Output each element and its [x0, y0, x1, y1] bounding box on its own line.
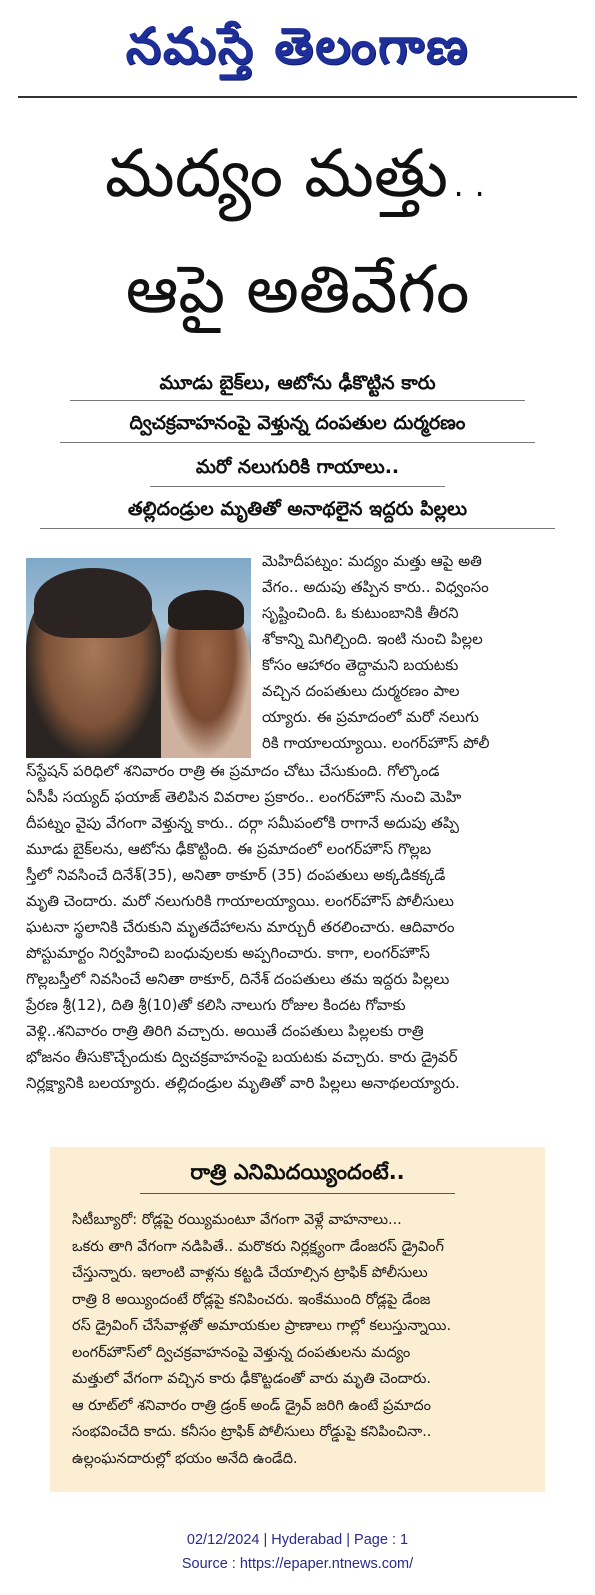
article-line: ప్రేరణ శ్రీ(12), దితి శ్రీ(10)తో కలిసి నాలుగు రోజుల కిందట గోవాకు [26, 996, 406, 1014]
headline-line-2: ఆపై అతివేగం [125, 251, 470, 328]
article-line: స్‌స్టేషన్ పరిధిలో శనివారం రాత్రి ఈ ప్రమాదం చోటు చేసుకుంది. గోల్కొండ [26, 762, 440, 780]
article-line: య్యారు. ఈ ప్రమాదంలో మరో నలుగు [262, 708, 479, 726]
sidebar-line: ఆ రూట్‌లో శనివారం రాత్రి డ్రంక్ అండ్ డ్రైవ్ జరిగి ఉంటే ప్రమాదం [72, 1397, 432, 1414]
article-lead [262, 548, 560, 756]
sidebar-line: సిటీబ్యూరో: రోడ్లపై రయ్యిమంటూ వేగంగా వెళ్లే వాహనాలు... [72, 1212, 402, 1228]
article-line: రికి గాయాలయ్యాయి. లంగర్‌హౌస్ పోలీ [262, 734, 490, 752]
subhead-1: మూడు బైక్‌లు, ఆటోను ఢీకొట్టిన కారు [159, 372, 436, 394]
footer-source-link[interactable]: Source : https://epaper.ntnews.com/ [181, 1556, 414, 1572]
sidebar-line: రస్ డ్రైవింగ్ చేసేవాళ్లతో అమాయకుల ప్రాణాలు గాల్లో కలుస్తున్నాయి. [72, 1318, 452, 1334]
sidebar-box [50, 1147, 545, 1492]
article-line: పోస్టుమార్టం నిర్వహించి బంధువులకు అప్పగించారు. కాగా, లంగర్‌హౌస్ [26, 944, 430, 962]
masthead-divider [18, 96, 577, 98]
sidebar-line: సంభవించేది కాదు. కనీసం ట్రాఫిక్ పోలీసులు రోడ్డుపై కనిపించినా.. [72, 1424, 432, 1440]
article-line: మృతి చెందారు. మరో నలుగురికి గాయాలయ్యాయి. లంగర్‌హౌస్ పోలీసులు [26, 892, 454, 910]
sidebar-line: ఒకరు తాగి వేగంగా నడిపితే.. మరొకరు నిర్లక్ష్యంగా డేంజరస్ డ్రైవింగ్ [72, 1238, 444, 1255]
headline-line-1: మద్యం మత్తు.. [104, 135, 491, 212]
couple-photo [26, 558, 251, 758]
sidebar-box-title: రాత్రి ఎనిమిదయ్యిందంటే.. [190, 1160, 405, 1184]
subhead-divider [150, 486, 445, 487]
sidebar-line: ఉల్లంఘనదారుల్లో భయం అనేది ఉండేది. [72, 1450, 298, 1467]
sidebar-line: రాత్రి 8 అయ్యిందంటే రోడ్లపై కనిపించరు. ఇంకేముంది రోడ్లపై డేంజ [72, 1291, 431, 1308]
article-line: వేగం.. అదుపు తప్పిన కారు.. విధ్వంసం [262, 578, 489, 596]
article-line: వచ్చిన దంపతులు దుర్మరణం పాల [262, 682, 460, 700]
article-body [26, 758, 560, 1096]
article-line: గొల్లబస్తీలో నివసించే అనితా ఠాకూర్, దినేశ్ దంపతులు తమ ఇద్దరు పిల్లలు [26, 970, 450, 988]
footer-dateline: 02/12/2024 | Hyderabad | Page : 1 [186, 1532, 409, 1548]
article-line: ఏసీపీ సయ్యద్ ఫయాజ్ తెలిపిన వివరాల ప్రకారం.. లంగర్‌హౌస్ నుంచి మెహి [26, 788, 462, 806]
article-line: సృష్టించింది. ఓ కుటుంబానికి తీరని [262, 604, 459, 622]
subhead-divider [60, 442, 535, 443]
subhead-4: తల్లిదండ్రుల మృతితో అనాథలైన ఇద్దరు పిల్లలు [127, 498, 468, 520]
article-line: ఘటనా స్థలానికి చేరుకుని మృతదేహాలను మార్చురీ తరలించారు. ఆదివారం [26, 918, 455, 936]
article-line: వెళ్లి..శనివారం రాత్రి తిరిగి వచ్చారు. అయితే దంపతులు పిల్లలకు రాత్రి [26, 1022, 424, 1040]
article-line: స్తీలో నివసించే దినేశ్(35), అనితా ఠాకూర్ (35) దంపతులు అక్కడికక్కడే [26, 866, 446, 884]
subhead-3: మరో నలుగురికి గాయాలు.. [195, 456, 400, 478]
sidebar-line: చేస్తున్నారు. ఇలాంటి వాళ్లను కట్టడి చేయాల్సిన ట్రాఫిక్ పోలీసులు [72, 1265, 428, 1281]
sidebar-box-text [72, 1207, 527, 1472]
article-line: మూడు బైక్‌లను, ఆటోను ఢీకొట్టింది. ఈ ప్రమాదంలో లంగర్‌హౌస్ గొల్లబ [26, 840, 432, 858]
subhead-divider [70, 400, 525, 401]
subhead-2: ద్విచక్రవాహనంపై వెళ్తున్న దంపతుల దుర్మరణం [129, 412, 466, 434]
article-line: కోసం ఆహారం తెద్దామని బయటకు [262, 656, 459, 674]
subhead-divider [40, 528, 555, 529]
masthead [0, 6, 595, 86]
sidebar-line: మత్తులో వేగంగా వచ్చిన కారు ఢీకొట్టడంతో వారు మృతి చెందారు. [72, 1371, 431, 1387]
sidebar-line: లంగర్‌హౌస్‌లో ద్విచక్రవాహనంపై వెళ్తున్న దంపతులను మద్యం [72, 1344, 411, 1361]
article-line: దీపట్నం వైపు వేగంగా వెళ్తున్న కారు.. దర్గా సమీపంలోకి రాగానే అదుపు తప్పి [26, 814, 459, 832]
sidebar-box-title-underline [140, 1193, 455, 1194]
article-line: శోకాన్ని మిగిల్చింది. ఇంటి నుంచి పిల్లల [262, 630, 483, 648]
newspaper-logo: నమస్తే తెలంగాణ [125, 16, 470, 75]
article-line: మెహిదీపట్నం: మద్యం మత్తు ఆపై అతి [262, 552, 482, 570]
article-line: నిర్లక్ష్యానికి బలయ్యారు. తల్లిదండ్రుల మృతితో వారి పిల్లలు అనాథలయ్యారు. [26, 1074, 460, 1092]
article-line: భోజనం తీసుకొచ్చేందుకు ద్విచక్రవాహనంపై బయటకు వచ్చారు. కారు డ్రైవర్ [26, 1048, 458, 1066]
